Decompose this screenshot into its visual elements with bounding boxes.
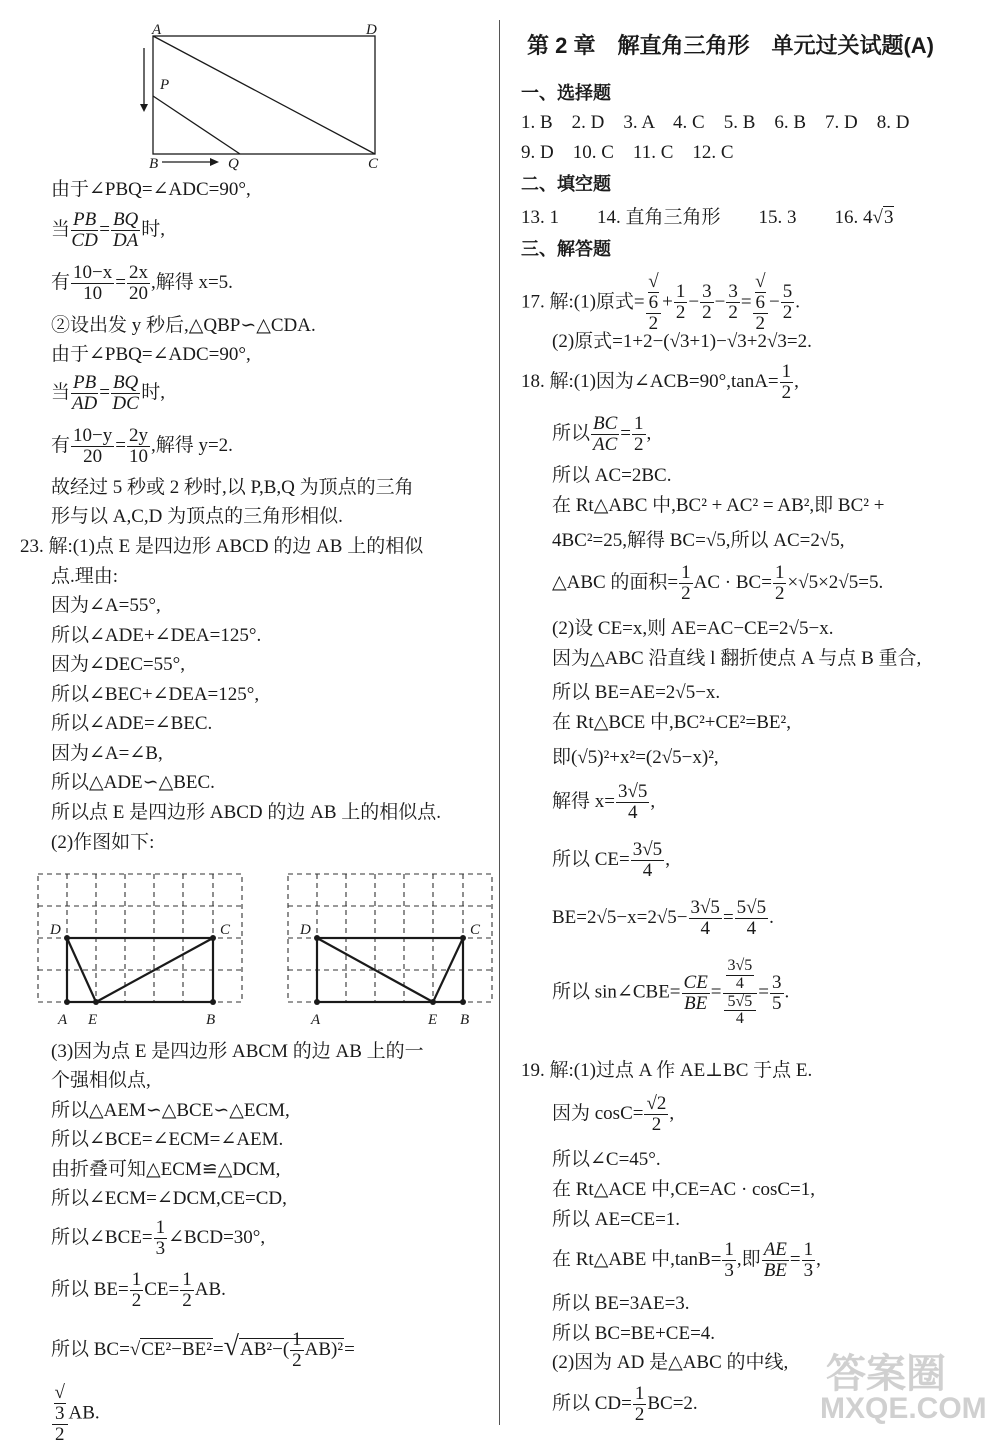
text-line: 17. 解:(1)原式= √ 6 2 + $\frac{1}{2}$ − $\frac{3}{2}$ − $\frac{3}{2}$ = √ 6 2 − $\frac{5}{2}$ . (521, 271, 800, 334)
text-line: 有 $\frac{10-y}{20}$ = $\frac{2y}{10}$ ,解得 y=2. (51, 425, 233, 467)
text-line: 当 $\frac{PB}{CD}$ = $\frac{BQ}{DA}$ 时, (51, 209, 166, 251)
text-line: ②设出发 y 秒后,△QBP∽△CDA. (51, 315, 316, 336)
grid2-label-d: D (300, 922, 311, 938)
answers-line: 13. 1 14. 直角三角形 15. 3 16. 4√3 (521, 207, 894, 228)
grid-figure-1 (30, 868, 250, 1033)
text-line: 所以∠ECM=∠DCM,CE=CD, (51, 1188, 287, 1209)
text-line: √ 3 2 AB. (51, 1383, 100, 1445)
text-line: (2)设 CE=x,则 AE=AC−CE=2√5−x. (552, 618, 834, 639)
text-line: 18. 解:(1)因为∠ACB=90°,tanA= $\frac{1}{2}$ , (521, 361, 799, 403)
text-line: 所以 BC=√CE²−BE²=√AB²−( $\frac{1}{2}$ AB)²= (51, 1329, 355, 1371)
text-line: 所以 AC=2BC. (552, 465, 672, 486)
text-line: 所以 $\frac{BC}{AC}$ = $\frac{1}{2}$ , (552, 413, 652, 455)
text-line: (2)作图如下: (51, 832, 155, 853)
text-line: 所以 BE=3AE=3. (552, 1293, 690, 1314)
text-line: 所以 AE=CE=1. (552, 1209, 681, 1230)
text-line: 在 Rt△ACE 中,CE=AC · cosC=1, (552, 1179, 815, 1200)
text-line: 所以∠BEC+∠DEA=125°, (51, 684, 260, 705)
answers-line: 9. D 10. C 11. C 12. C (521, 142, 734, 163)
text-line: BE=2√5−x=2√5− $\frac{3√5}{4}$ = $\frac{5√5}{4}$ . (552, 897, 774, 939)
fig1-label-d: D (366, 22, 377, 38)
fig1-label-c: C (368, 156, 379, 172)
text-line: 点.理由: (51, 566, 119, 587)
text-line: 因为 cosC= $\frac{√2}{2}$ , (552, 1093, 675, 1135)
section-heading: 二、填空题 (521, 174, 611, 194)
fig1-label-p: P (160, 77, 170, 93)
text-line: 在 Rt△BCE 中,BC²+CE²=BE², (552, 712, 791, 733)
text-line: 所以 CE= $\frac{3√5}{4}$ , (552, 839, 670, 881)
fig1-label-b: B (149, 156, 159, 172)
text-line: 所以△AEM∽△BCE∽△ECM, (51, 1100, 290, 1121)
text-line: 所以 CD= $\frac{1}{2}$ BC=2. (552, 1383, 698, 1425)
fig1-label-a: A (152, 22, 162, 38)
text-line: 在 Rt△ABE 中,tanB= $\frac{1}{3}$ ,即 $\frac{AE}{BE}$ = $\frac{1}{3}$ , (552, 1239, 821, 1281)
fig1-label-q: Q (228, 156, 239, 172)
grid1-label-d: D (50, 922, 61, 938)
page-title: 第 2 章 解直角三角形 单元过关试题(A) (527, 33, 935, 58)
grid2-label-c: C (470, 922, 481, 938)
text-line: 解得 x= $\frac{3√5}{4}$ , (552, 781, 656, 823)
text-line: 所以△ADE∽△BEC. (51, 772, 215, 793)
watermark-logo: 答案圈 (826, 1352, 946, 1396)
section-heading: 一、选择题 (521, 83, 611, 103)
text-line: △ABC 的面积= $\frac{1}{2}$ AC · BC= $\frac{1}{2}$ ×√5×2√5=5. (552, 562, 884, 604)
grid2-label-e: E (428, 1012, 438, 1028)
text-line: 因为∠DEC=55°, (51, 654, 185, 675)
grid-figure-2 (280, 868, 500, 1033)
text-line: (2)原式=1+2−(√3+1)−√3+2√3=2. (552, 331, 812, 352)
section-heading: 三、解答题 (521, 239, 611, 259)
text-line: 有 $\frac{10-x}{10}$ = $\frac{2x}{20}$ ,解得 x=5. (51, 262, 233, 304)
text-line: 4BC²=25,解得 BC=√5,所以 AC=2√5, (552, 530, 845, 551)
text-line: 在 Rt△ABC 中,BC² + AC² = AB²,即 BC² + (552, 495, 885, 516)
grid1-label-a: A (58, 1012, 68, 1028)
text-line: 当 $\frac{PB}{AD}$ = $\frac{BQ}{DC}$ 时, (51, 372, 166, 414)
text-line: 所以∠C=45°. (552, 1149, 661, 1170)
figure-rectangle-abcd (130, 18, 390, 173)
text-line: 23. 解:(1)点 E 是四边形 ABCD 的边 AB 上的相似 (20, 536, 424, 557)
text-line: 由折叠可知△ECM≌△DCM, (51, 1159, 281, 1180)
text-line: 因为∠A=∠B, (51, 743, 163, 764)
grid1-label-c: C (220, 922, 231, 938)
grid1-label-b: B (206, 1012, 216, 1028)
text-line: 因为△ABC 沿直线 l 翻折使点 A 与点 B 重合, (552, 648, 922, 669)
text-line: 所以 sin∠CBE= $\frac{CE}{BE}$ = 3√5 4 5√5 4 = $\frac{3}{5}$ . (552, 957, 790, 1028)
watermark-url: MXQE.COM (820, 1392, 987, 1425)
grid2-label-b: B (460, 1012, 470, 1028)
text-line: 由于∠PBQ=∠ADC=90°, (51, 344, 251, 365)
text-line: 所以 BE=AE=2√5−x. (552, 682, 721, 703)
text-line: 所以∠BCE=∠ECM=∠AEM. (51, 1129, 284, 1150)
text-line: 所以∠BCE= $\frac{1}{3}$ ∠BCD=30°, (51, 1217, 266, 1259)
answers-line: 1. B 2. D 3. A 4. C 5. B 6. B 7. D 8. D (521, 112, 910, 133)
text-line: 即(√5)²+x²=(2√5−x)², (552, 747, 719, 768)
text-line: 个强相似点, (51, 1070, 151, 1091)
text-line: 所以点 E 是四边形 ABCD 的边 AB 上的相似点. (51, 802, 442, 823)
text-line: 故经过 5 秒或 2 秒时,以 P,B,Q 为顶点的三角 (51, 477, 414, 498)
text-line: 因为∠A=55°, (51, 595, 161, 616)
grid2-label-a: A (311, 1012, 321, 1028)
text-line: 所以∠ADE+∠DEA=125°. (51, 625, 262, 646)
text-line: (2)因为 AD 是△ABC 的中线, (552, 1352, 789, 1373)
text-line: 所以∠ADE=∠BEC. (51, 713, 213, 734)
text-line: 形与以 A,C,D 为顶点的三角形相似. (51, 506, 343, 527)
text-line: 19. 解:(1)过点 A 作 AE⊥BC 于点 E. (521, 1060, 813, 1081)
column-divider (499, 20, 500, 1425)
text-line: 所以 BC=BE+CE=4. (552, 1323, 716, 1344)
grid1-label-e: E (88, 1012, 98, 1028)
text-line: 由于∠PBQ=∠ADC=90°, (51, 179, 251, 200)
text-line: 所以 BE= $\frac{1}{2}$ CE= $\frac{1}{2}$ AB. (51, 1269, 226, 1311)
text-line: (3)因为点 E 是四边形 ABCM 的边 AB 上的一 (51, 1041, 424, 1062)
